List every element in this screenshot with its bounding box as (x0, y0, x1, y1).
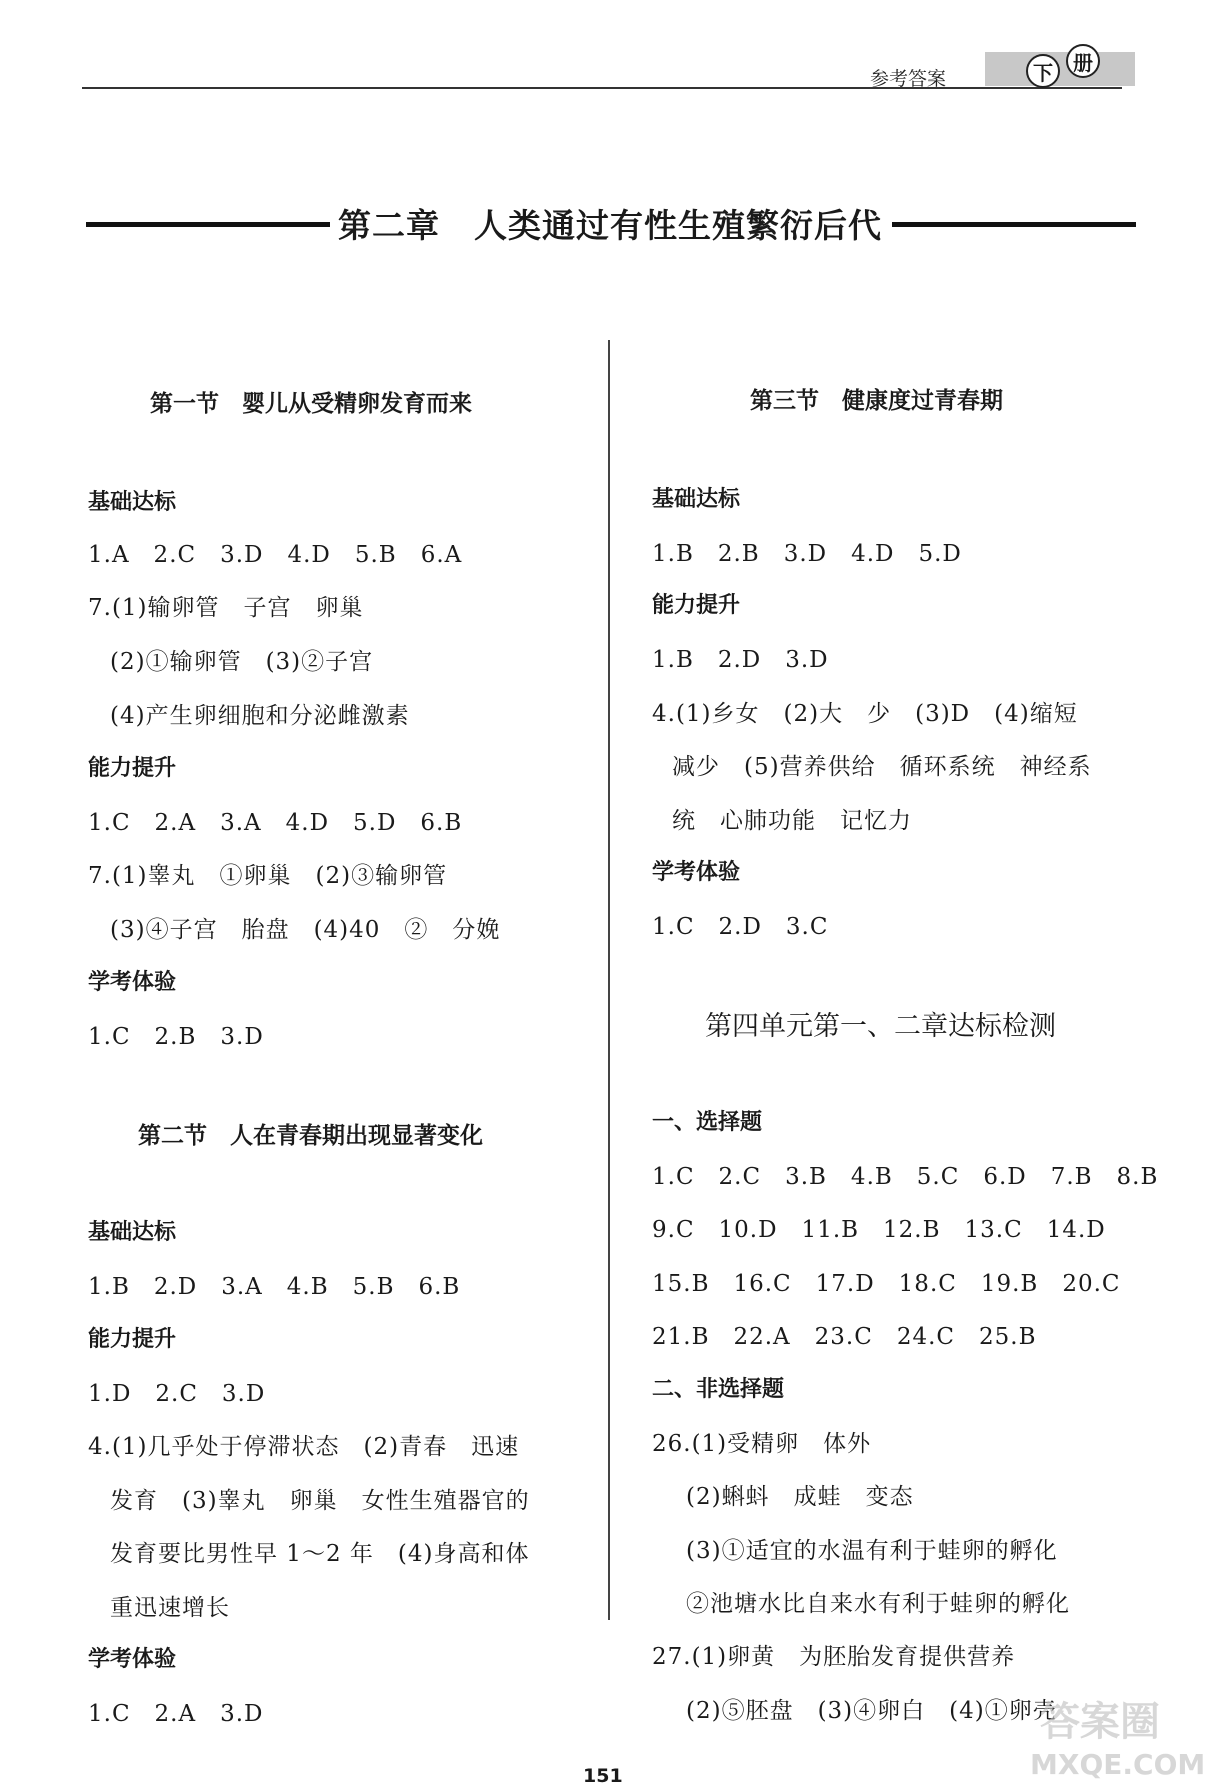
s2-heading-ability: 能力提升 (88, 1327, 177, 1352)
watermark (1030, 1690, 1210, 1790)
test-line-10: (2)⑤胚盘 (3)④卵白 (4)①卵壳 (686, 1698, 1057, 1724)
s1-heading-exam: 学考体验 (88, 970, 177, 995)
s1-line-1: 1.A 2.C 3.D 4.D 5.B 6.A (88, 542, 463, 568)
test-line-7: (3)①适宜的水温有利于蛙卵的孵化 (686, 1538, 1058, 1564)
s2-line-4: 发育 (3)睾丸 卵巢 女性生殖器官的 (110, 1488, 530, 1514)
s3-line-3: 4.(1)乡女 (2)大 少 (3)D (4)缩短 (652, 701, 1078, 727)
s2-line-6: 重迅速增长 (110, 1595, 230, 1621)
s2-line-7: 1.C 2.A 3.D (88, 1701, 264, 1727)
watermark-url: MXQE.COM (1030, 1748, 1206, 1781)
s2-line-2: 1.D 2.C 3.D (88, 1381, 266, 1407)
s3-line-1: 1.B 2.B 3.D 4.D 5.D (652, 541, 962, 567)
s2-heading-basic: 基础达标 (88, 1220, 177, 1245)
s2-line-5: 发育要比男性早 1～2 年 (4)身高和体 (110, 1541, 530, 1567)
column-divider (608, 340, 610, 1620)
s1-line-8: 1.C 2.B 3.D (88, 1024, 264, 1050)
test-title: 第四单元第一、二章达标检测 (705, 1011, 1056, 1042)
chapter-rule-right (892, 222, 1136, 227)
test-line-3: 15.B 16.C 17.D 18.C 19.B 20.C (652, 1271, 1121, 1297)
test-heading-nonchoice: 二、非选择题 (652, 1377, 785, 1402)
test-line-1: 1.C 2.C 3.B 4.B 5.C 6.D 7.B 8.B (652, 1164, 1159, 1190)
s3-heading-ability: 能力提升 (652, 593, 741, 618)
volume-badge-ce: 册 (1066, 44, 1100, 78)
s3-line-4: 减少 (5)营养供给 循环系统 神经系 (672, 754, 1092, 780)
test-line-9: 27.(1)卵黄 为胚胎发育提供营养 (652, 1644, 1016, 1670)
s2-heading-exam: 学考体验 (88, 1647, 177, 1672)
section-3-title: 第三节 健康度过青春期 (750, 387, 1003, 414)
s3-line-5: 统 心肺功能 记忆力 (672, 808, 912, 834)
test-line-2: 9.C 10.D 11.B 12.B 13.C 14.D (652, 1217, 1106, 1243)
test-line-8: ②池塘水比自来水有利于蛙卵的孵化 (686, 1591, 1070, 1617)
header-rule (82, 87, 1122, 89)
s1-heading-ability: 能力提升 (88, 756, 177, 781)
s1-line-7: (3)④子宫 胎盘 (4)40 ② 分娩 (110, 917, 501, 943)
test-line-6: (2)蝌蚪 成蛙 变态 (686, 1484, 914, 1510)
watermark-text: 答案圈 (1040, 1699, 1160, 1745)
s1-line-6: 7.(1)睾丸 ①卵巢 (2)③输卵管 (88, 863, 448, 889)
page-number: 151 (583, 1765, 623, 1787)
s3-line-6: 1.C 2.D 3.C (652, 914, 829, 940)
chapter-rule-left (86, 222, 330, 227)
s1-line-3: (2)①输卵管 (3)②子宫 (110, 649, 374, 675)
s3-line-2: 1.B 2.D 3.D (652, 647, 829, 673)
header-tab-decoration (985, 52, 1135, 86)
s1-line-2: 7.(1)输卵管 子宫 卵巢 (88, 595, 364, 621)
s1-heading-basic: 基础达标 (88, 490, 177, 515)
section-1-title: 第一节 婴儿从受精卵发育而来 (150, 390, 472, 417)
s2-line-1: 1.B 2.D 3.A 4.B 5.B 6.B (88, 1274, 461, 1300)
section-2-title: 第二节 人在青春期出现显著变化 (138, 1122, 483, 1149)
header-label: 参考答案 (870, 68, 947, 90)
chapter-title: 第二章 人类通过有性生殖繁衍后代 (338, 206, 882, 245)
test-line-5: 26.(1)受精卵 体外 (652, 1431, 872, 1457)
s3-heading-exam: 学考体验 (652, 860, 741, 885)
volume-badge-xia: 下 (1026, 54, 1060, 88)
s2-line-3: 4.(1)几乎处于停滞状态 (2)青春 迅速 (88, 1434, 520, 1460)
s1-line-5: 1.C 2.A 3.A 4.D 5.D 6.B (88, 810, 463, 836)
s3-heading-basic: 基础达标 (652, 487, 741, 512)
test-line-4: 21.B 22.A 23.C 24.C 25.B (652, 1324, 1037, 1350)
s1-line-4: (4)产生卵细胞和分泌雌激素 (110, 703, 410, 729)
test-heading-choice: 一、选择题 (652, 1110, 763, 1135)
